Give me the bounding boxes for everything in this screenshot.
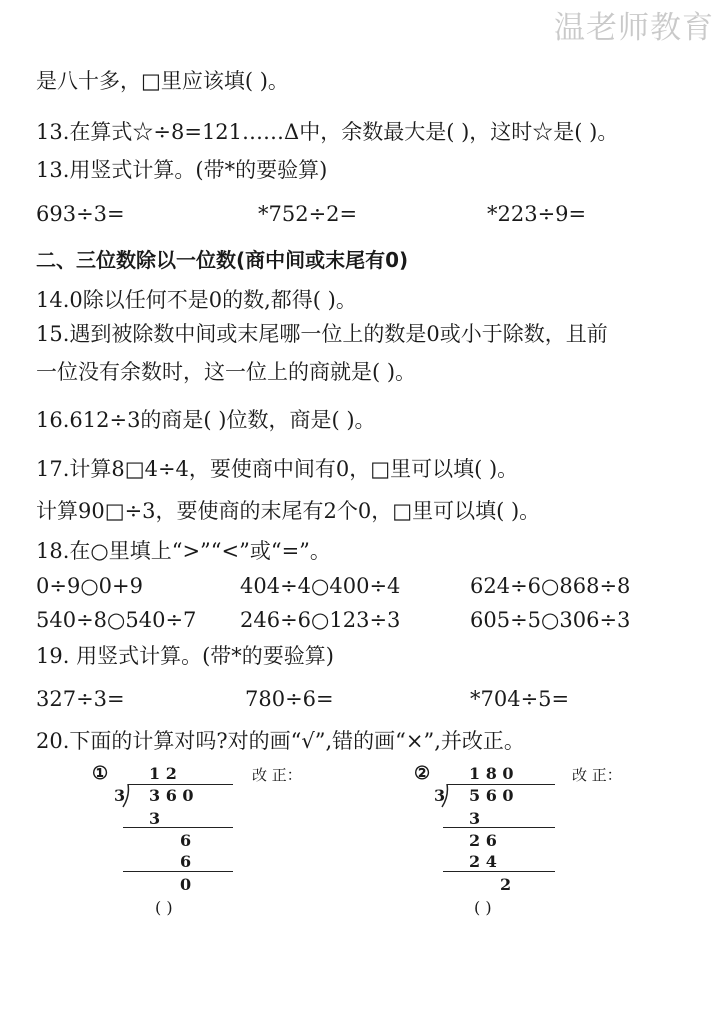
text-line-carryover: 是八十多，□里应该填( )。 (36, 69, 289, 93)
subtract-step: 6 (180, 831, 192, 850)
dividend: 3 6 0 (149, 786, 194, 805)
remainder: 0 (180, 875, 192, 894)
calc-item: *704÷5= (470, 687, 570, 711)
question-15: 15.遇到被除数中间或末尾哪一位上的数是0或小于除数，且前 (36, 322, 608, 346)
dividend: 5 6 0 (469, 786, 514, 805)
subtract-step: 2 6 (469, 831, 497, 850)
question-13-remainder: 13.在算式☆÷8=121……Δ中，余数最大是( )，这时☆是( )。 (36, 120, 619, 144)
divisor: 3 (114, 786, 126, 805)
question-14: 14.0除以任何不是0的数,都得( )。 (36, 288, 357, 312)
step-line (123, 871, 233, 872)
compare-item: 404÷4○400÷4 (240, 574, 401, 598)
compare-item: 246÷6○123÷3 (240, 608, 401, 632)
quotient: 1 8 0 (469, 764, 514, 783)
step-line (123, 827, 233, 828)
question-19: 19. 用竖式计算。(带*的要验算) (36, 644, 334, 668)
compare-item: 605÷5○306÷3 (470, 608, 631, 632)
problem-label: ② (414, 763, 431, 784)
divisor: 3 (434, 786, 446, 805)
quotient: 1 2 (149, 764, 177, 783)
subtract-step: 6 (180, 852, 192, 871)
compare-item: 0÷9○0+9 (36, 574, 143, 598)
question-20: 20.下面的计算对吗?对的画“√”,错的画“×”,并改正。 (36, 729, 525, 753)
compare-item: 540÷8○540÷7 (36, 608, 197, 632)
step-line (443, 827, 555, 828)
answer-parentheses: ( ) (474, 898, 492, 917)
step-line (443, 871, 555, 872)
division-bar (447, 784, 555, 785)
remainder: 2 (500, 875, 512, 894)
question-18: 18.在○里填上“>”“<”或“=”。 (36, 539, 331, 563)
subtract-step: 3 (469, 809, 481, 828)
compare-item: 624÷6○868÷8 (470, 574, 631, 598)
question-17-b: 计算90□÷3，要使商的末尾有2个0，□里可以填( )。 (36, 499, 541, 523)
calc-item: 780÷6= (245, 687, 334, 711)
watermark: 温老师教育 (554, 10, 714, 46)
subtract-step: 3 (149, 809, 161, 828)
question-13-vertical-calc: 13.用竖式计算。(带*的要验算) (36, 158, 328, 182)
answer-parentheses: ( ) (155, 898, 173, 917)
division-bracket (122, 784, 132, 808)
correction-label: 改 正： (572, 766, 622, 784)
question-16: 16.612÷3的商是( )位数，商是( )。 (36, 408, 376, 432)
question-17: 17.计算8□4÷4，要使商中间有0，□里可以填( )。 (36, 457, 519, 481)
division-bracket (441, 784, 451, 808)
problem-label: ① (92, 763, 109, 784)
calc-item: 693÷3= (36, 202, 125, 226)
division-bar (128, 784, 233, 785)
correction-label: 改 正： (252, 766, 302, 784)
question-15-cont: 一位没有余数时，这一位上的商就是( )。 (36, 360, 417, 384)
subtract-step: 2 4 (469, 852, 497, 871)
calc-item: *223÷9= (487, 202, 587, 226)
section-heading: 二、三位数除以一位数(商中间或末尾有0) (36, 248, 409, 272)
calc-item: 327÷3= (36, 687, 125, 711)
calc-item: *752÷2= (258, 202, 358, 226)
